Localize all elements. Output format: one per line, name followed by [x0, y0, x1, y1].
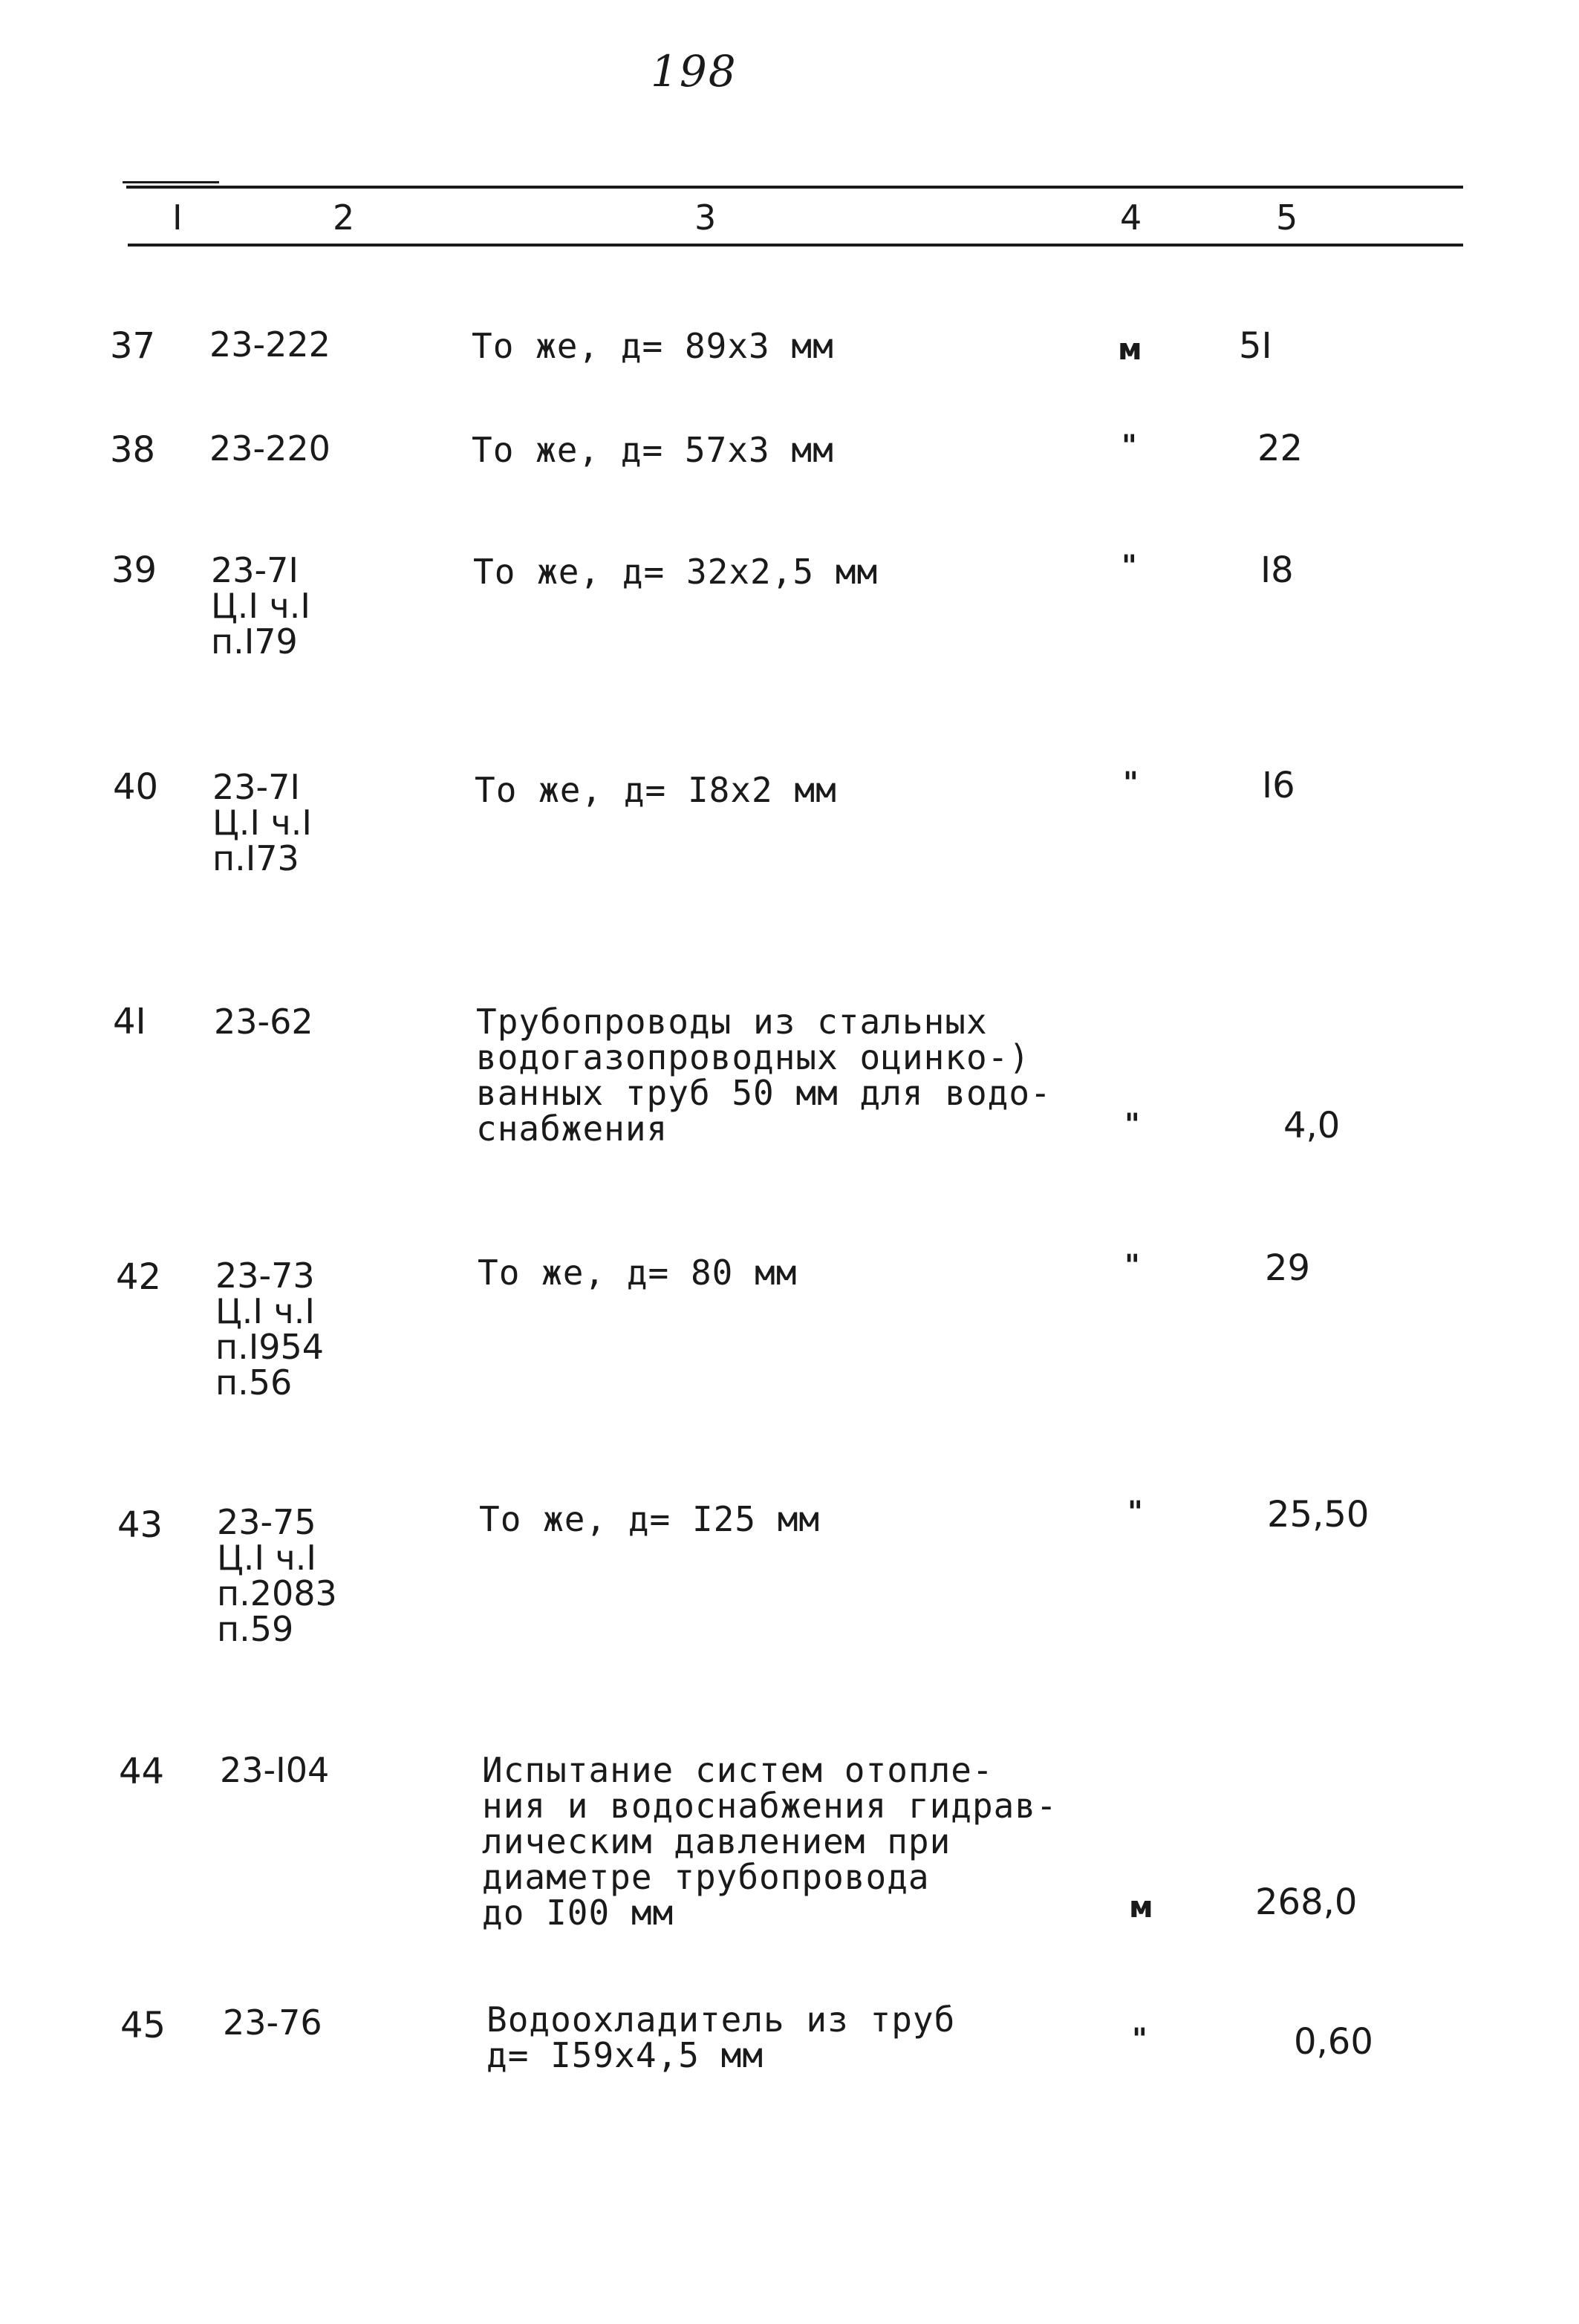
row-code-line: 23-76: [223, 2003, 322, 2043]
row-code-line: Ц.I ч.I: [212, 803, 312, 843]
row-description-line: То же, д= 57х3 мм: [472, 430, 834, 470]
row-code: [220, 1752, 329, 1788]
row-description: [473, 554, 878, 590]
row-code-line: 23-73: [215, 1256, 315, 1296]
row-description-line: То же, д= 32х2,5 мм: [473, 552, 879, 592]
row-unit: ": [1124, 1108, 1140, 1142]
row-description: [476, 1002, 1052, 1149]
column-header-4: 4: [1120, 198, 1142, 238]
page-number: 198: [651, 46, 738, 97]
row-description-line: диаметре трубопровода: [482, 1857, 930, 1897]
row-unit: ": [1132, 2023, 1147, 2057]
row-code: [215, 1256, 325, 1403]
row-description-line: То же, д= 89х3 мм: [472, 326, 834, 366]
row-code-line: п.56: [215, 1362, 293, 1403]
row-code-line: Ц.I ч.I: [211, 586, 310, 626]
row-code-line: 23-75: [217, 1502, 316, 1542]
row-unit: м: [1129, 1890, 1153, 1925]
row-description-line: до I00 мм: [482, 1893, 674, 1933]
row-quantity: 5I: [1239, 325, 1272, 367]
row-number: 44: [119, 1751, 165, 1792]
row-code-line: п.I73: [212, 838, 299, 878]
row-number: 4I: [113, 1001, 146, 1042]
row-description: [475, 772, 837, 808]
row-unit: ": [1121, 429, 1137, 463]
row-code-line: п.I954: [215, 1327, 325, 1367]
row-quantity: I8: [1260, 549, 1294, 591]
row-quantity: 0,60: [1294, 2021, 1373, 2063]
column-header-5: 5: [1276, 198, 1298, 238]
row-description-line: д= I59х4,5 мм: [486, 2035, 764, 2075]
row-description-line: снабжения: [476, 1109, 668, 1149]
row-description-line: Трубопроводы из стальных: [476, 1002, 988, 1042]
row-number: 39: [111, 549, 157, 591]
column-header-1: I: [172, 198, 183, 238]
row-quantity: 4,0: [1283, 1105, 1341, 1146]
row-code-line: 23-62: [214, 1002, 313, 1042]
row-quantity: 25,50: [1267, 1494, 1370, 1535]
row-unit: ": [1123, 766, 1139, 800]
row-code-line: 23-7I: [211, 550, 299, 590]
column-header-2: 2: [333, 198, 355, 238]
row-description: [482, 1750, 1058, 1933]
row-description-line: Испытание систем отопле-: [482, 1750, 994, 1790]
table-top-rule-stub: [123, 181, 219, 183]
row-quantity: 268,0: [1255, 1881, 1358, 1923]
row-code: [211, 550, 310, 662]
row-description: [472, 432, 834, 468]
row-description: [486, 2002, 955, 2073]
row-code-line: п.2083: [217, 1573, 337, 1613]
row-code-line: Ц.I ч.I: [217, 1538, 316, 1578]
row-code: [212, 769, 312, 876]
row-number: 40: [113, 766, 159, 808]
row-unit: ": [1124, 1249, 1140, 1283]
row-code-line: Ц.I ч.I: [215, 1291, 315, 1331]
row-code: [223, 2003, 322, 2043]
row-number: 43: [117, 1504, 163, 1546]
row-description: [472, 328, 834, 364]
row-unit: ": [1121, 549, 1137, 584]
row-code-line: 23-220: [209, 428, 331, 469]
row-description-line: ванных труб 50 мм для водо-: [476, 1073, 1052, 1113]
row-description: [479, 1501, 820, 1537]
row-number: 37: [110, 325, 156, 367]
row-code-line: 23-I04: [220, 1750, 330, 1790]
row-number: 38: [110, 429, 156, 471]
row-quantity: 22: [1257, 428, 1303, 469]
row-code: [214, 1002, 313, 1042]
table-header-rule: [128, 244, 1463, 247]
row-quantity: 29: [1265, 1247, 1311, 1289]
row-code-line: п.59: [217, 1609, 294, 1649]
row-description-line: ния и водоснабжения гидрав-: [482, 1786, 1058, 1826]
row-code: [217, 1504, 337, 1647]
row-code-line: 23-222: [209, 324, 331, 365]
row-code: [209, 324, 331, 365]
row-number: 45: [120, 2005, 166, 2046]
row-quantity: I6: [1262, 765, 1295, 806]
row-code: [209, 428, 331, 469]
row-number: 42: [116, 1256, 162, 1298]
row-code-line: п.I79: [211, 621, 298, 662]
row-unit: м: [1118, 333, 1142, 367]
table-top-rule: [126, 186, 1463, 189]
row-description-line: лическим давлением при: [482, 1821, 951, 1861]
row-description: [478, 1253, 798, 1293]
column-header-3: 3: [694, 198, 717, 238]
row-description-line: водогазопроводных оцинко-): [476, 1037, 1031, 1077]
row-unit: ": [1127, 1495, 1143, 1530]
row-description-line: Водоохладитель из труб: [486, 2000, 956, 2040]
row-code-line: 23-7I: [212, 767, 300, 807]
row-description-line: То же, д= I25 мм: [479, 1499, 821, 1539]
row-description-line: То же, д= 80 мм: [478, 1253, 798, 1293]
row-description-line: То же, д= I8х2 мм: [475, 770, 837, 810]
